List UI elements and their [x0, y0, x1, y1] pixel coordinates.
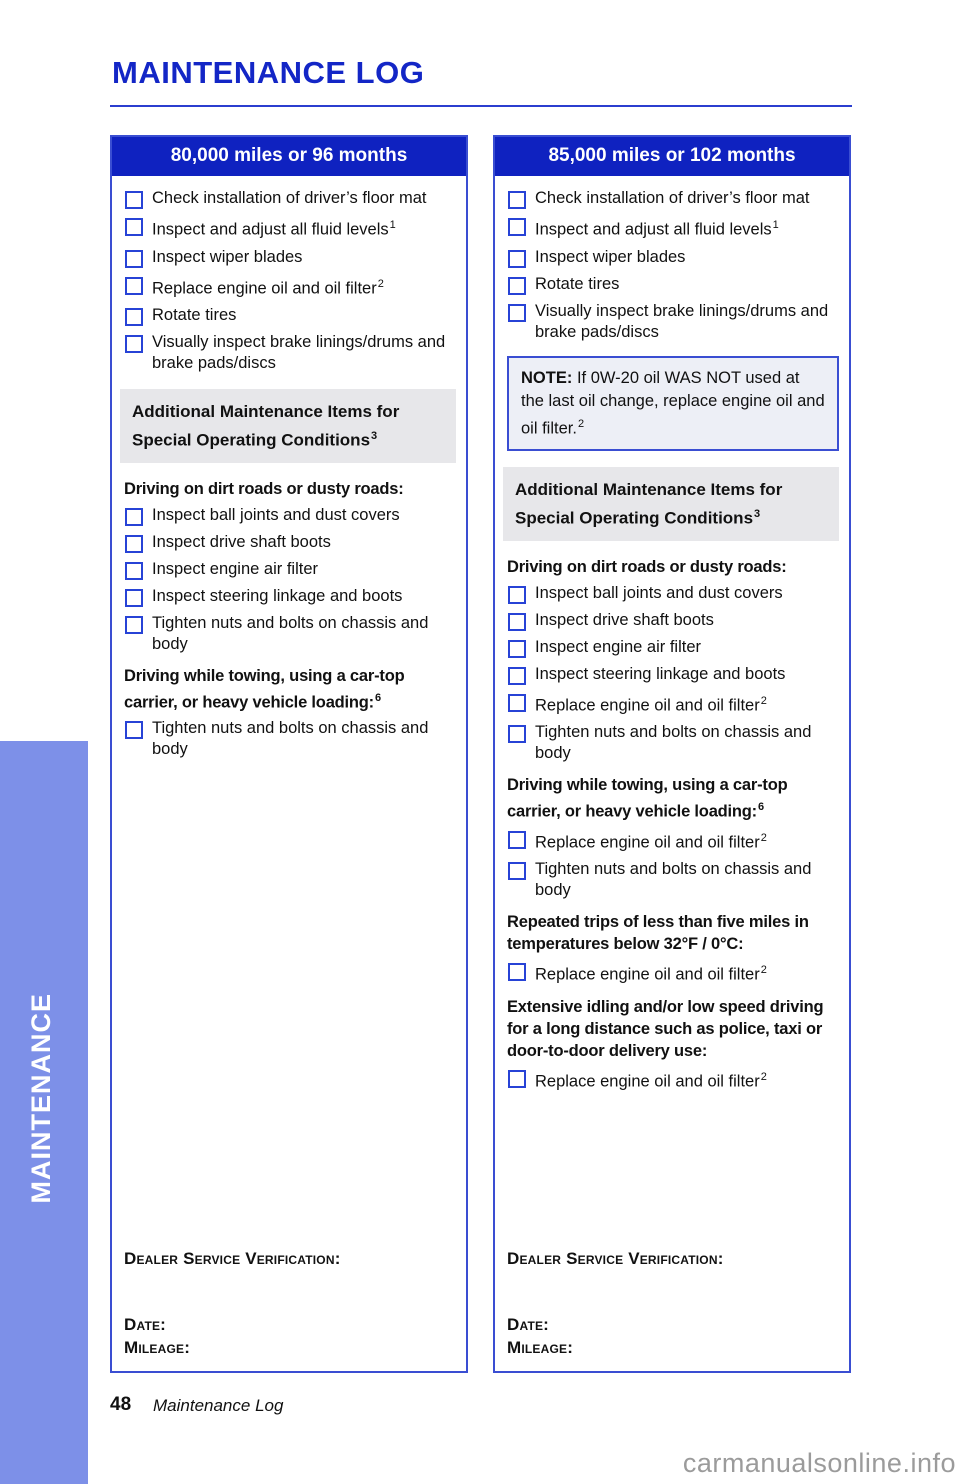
checklist-item-label: Inspect and adjust all fluid levels$^1$ — [535, 219, 779, 239]
footnote-ref: 6 — [374, 691, 381, 704]
checklist-item-label: Replace engine oil and oil filter$^2$ — [152, 277, 384, 297]
footnote-ref: 1 — [772, 219, 779, 231]
checkbox[interactable] — [508, 277, 526, 295]
checklist-item-label: Rotate tires — [152, 306, 237, 324]
checklist-item — [507, 637, 839, 658]
checklist-item-label: Tighten nuts and bolts on chassis and body — [535, 723, 812, 763]
checklist-item — [507, 610, 839, 631]
dealer-verification-block — [507, 1249, 839, 1359]
checkbox[interactable] — [125, 721, 143, 739]
checklist-item — [507, 247, 839, 268]
footnote-ref: 3 — [754, 508, 761, 520]
checkbox[interactable] — [508, 862, 526, 880]
checkbox[interactable] — [508, 725, 526, 743]
checklist-item — [124, 532, 456, 553]
maintenance-columns — [110, 135, 851, 1373]
checklist-item-label: Replace engine oil and oil filter$^2$ — [535, 1070, 767, 1091]
note-text: If 0W-20 oil WAS NOT used at the last oil change, replace engine oil and oil filter. — [521, 368, 825, 437]
checkbox[interactable] — [508, 1070, 526, 1088]
page-number: 48 — [110, 1394, 132, 1415]
checklist-item-label: Visually inspect brake linings/drums and brake pads/discs — [152, 333, 446, 372]
footnote-ref: 6 — [757, 801, 764, 814]
checkbox[interactable] — [125, 191, 143, 209]
section-heading-towing: Driving while towing, using a car-top carrier, or heavy vehicle loading:$^6$ — [507, 776, 788, 821]
checklist-item — [124, 718, 456, 760]
checkbox[interactable] — [508, 831, 526, 849]
checkbox[interactable] — [125, 250, 143, 268]
checklist-item-label: Replace engine oil and oil filter$^2$ — [535, 964, 767, 984]
column-80000-miles — [110, 135, 468, 1373]
date-label: Date: — [507, 1315, 550, 1334]
section-heading-dirt-roads: Driving on dirt roads or dusty roads: — [124, 479, 404, 498]
note-box — [507, 356, 839, 452]
checklist-item-label: Inspect wiper blades — [152, 247, 303, 266]
sidebar-tab-maintenance — [0, 741, 88, 1484]
checkbox[interactable] — [508, 963, 526, 981]
checkbox[interactable] — [508, 304, 526, 322]
checkbox[interactable] — [508, 218, 526, 236]
checklist-item-label: Inspect wiper blades — [535, 247, 686, 266]
column-body — [495, 176, 849, 1371]
checklist-item — [124, 332, 456, 374]
section-heading-short-trips: Repeated trips of less than five miles in temperatures below 32°F / 0°C: — [507, 913, 809, 954]
checklist-item — [507, 960, 839, 986]
dealer-verification-block — [124, 1249, 456, 1359]
checkbox[interactable] — [508, 586, 526, 604]
footnote-ref: 2 — [760, 1070, 767, 1083]
checklist-item-label: Inspect ball joints and dust covers — [535, 583, 783, 602]
checklist-item-label: Inspect engine air filter — [535, 637, 702, 656]
watermark: carmanualsonline.info — [682, 1448, 956, 1478]
date-label: Date: — [124, 1315, 167, 1334]
checkbox[interactable] — [125, 308, 143, 326]
checklist-item-label: Replace engine oil and oil filter$^2$ — [535, 694, 767, 715]
note-label: NOTE: — [521, 368, 573, 387]
column-85000-miles — [493, 135, 851, 1373]
checklist-item — [507, 301, 839, 343]
checklist-item-label: Inspect steering linkage and boots — [535, 664, 786, 683]
checklist-item — [507, 274, 839, 295]
checklist-item — [507, 583, 839, 604]
section-heading-towing: Driving while towing, using a car-top carrier, or heavy vehicle loading:$^6$ — [124, 666, 405, 712]
checkbox[interactable] — [125, 616, 143, 634]
checklist-item — [507, 828, 839, 854]
checklist-item-label: Visually inspect brake linings/drums and brake pads/discs — [535, 301, 829, 341]
checkbox[interactable] — [508, 640, 526, 658]
checklist-item — [507, 188, 839, 209]
checklist-item-label: Inspect drive shaft boots — [152, 532, 331, 551]
checklist-item — [124, 215, 456, 241]
mileage-label: Mileage: — [124, 1338, 191, 1357]
checklist-item-label: Inspect steering linkage and boots — [152, 586, 403, 605]
column-header: 80,000 miles or 96 months — [112, 137, 466, 176]
dealer-verification-label: Dealer Service Verification: — [507, 1249, 724, 1268]
checklist-item — [124, 559, 456, 580]
column-header: 85,000 miles or 102 months — [495, 137, 849, 176]
footnote-ref: 2 — [760, 831, 767, 844]
checklist-item — [124, 247, 456, 268]
dealer-verification-label: Dealer Service Verification: — [124, 1249, 341, 1268]
checklist-item-label: Check installation of driver’s floor mat — [152, 189, 427, 207]
title-divider — [110, 105, 852, 107]
mileage-label: Mileage: — [507, 1338, 574, 1357]
checkbox[interactable] — [125, 277, 143, 295]
footnote-ref: 2 — [760, 694, 767, 707]
checkbox[interactable] — [508, 667, 526, 685]
checklist-item — [124, 586, 456, 607]
checklist-item-label: Check installation of driver’s floor mat — [535, 189, 810, 207]
footer-title: Maintenance Log — [153, 1396, 284, 1415]
checklist-item-label: Tighten nuts and bolts on chassis and body — [535, 860, 812, 900]
checklist-item-label: Replace engine oil and oil filter$^2$ — [535, 831, 767, 852]
checkbox[interactable] — [125, 335, 143, 353]
checklist-item — [507, 722, 839, 764]
section-heading-idling: Extensive idling and/or low speed driving for a long distance such as police, taxi or door-to-door delivery use: — [507, 997, 824, 1060]
checkbox[interactable] — [508, 250, 526, 268]
checklist-item-label: Rotate tires — [535, 274, 620, 293]
page-title: MAINTENANCE LOG — [112, 55, 425, 90]
footnote-ref: 2 — [577, 417, 585, 430]
checkbox[interactable] — [125, 589, 143, 607]
checklist-item-label: Inspect engine air filter — [152, 559, 319, 578]
checklist-item-label: Tighten nuts and bolts on chassis and body — [152, 613, 429, 653]
section-heading-dirt-roads: Driving on dirt roads or dusty roads: — [507, 557, 787, 576]
checkbox[interactable] — [508, 694, 526, 712]
checklist-item — [124, 274, 456, 300]
checklist-item — [507, 859, 839, 901]
checkbox[interactable] — [125, 218, 143, 236]
column-body — [112, 176, 466, 1371]
special-conditions-box: Additional Maintenance Items for Special Operating Conditions$^3$ — [503, 467, 839, 541]
footnote-ref: 1 — [389, 219, 396, 231]
checklist-item — [124, 505, 456, 526]
checklist-item — [124, 613, 456, 655]
checklist-item — [507, 1067, 839, 1093]
footnote-ref: 3 — [371, 430, 378, 442]
checklist-item — [124, 188, 456, 209]
special-conditions-box: Additional Maintenance Items for Special Operating Conditions$^3$ — [120, 389, 456, 463]
checklist-item-label: Inspect ball joints and dust covers — [152, 505, 400, 524]
checklist-item-label: Inspect and adjust all fluid levels$^1$ — [152, 219, 396, 239]
checkbox[interactable] — [125, 508, 143, 526]
footnote-ref: 2 — [377, 277, 384, 290]
checkbox[interactable] — [508, 613, 526, 631]
checklist-item — [124, 305, 456, 326]
checklist-item — [507, 664, 839, 685]
checkbox[interactable] — [125, 535, 143, 553]
checklist-item-label: Inspect drive shaft boots — [535, 610, 714, 629]
checklist-item-label: Tighten nuts and bolts on chassis and body — [152, 719, 429, 759]
checklist-item — [507, 215, 839, 241]
checkbox[interactable] — [508, 191, 526, 209]
checkbox[interactable] — [125, 562, 143, 580]
checklist-item — [507, 691, 839, 717]
footnote-ref: 2 — [760, 964, 767, 977]
sidebar-label: MAINTENANCE — [26, 993, 56, 1204]
